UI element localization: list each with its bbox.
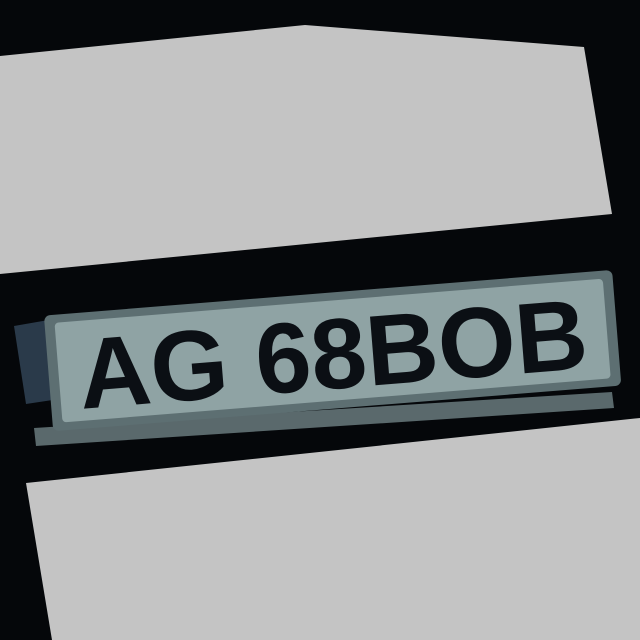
plate-characters: AG 68BOB — [74, 278, 593, 431]
